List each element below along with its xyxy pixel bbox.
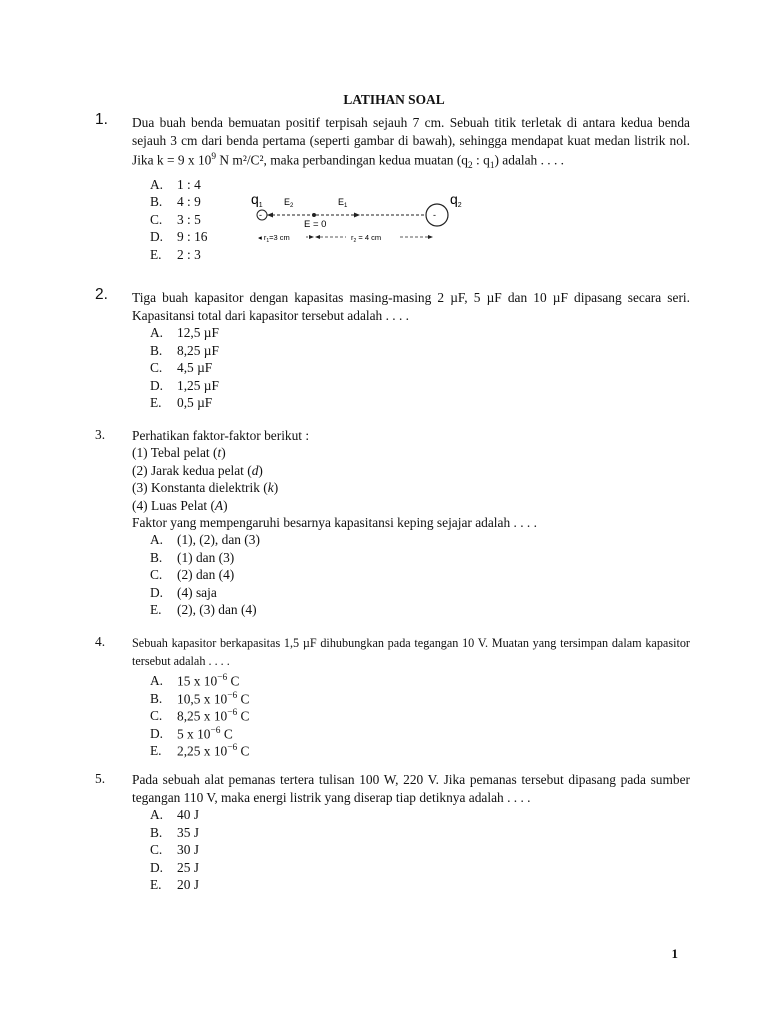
question-number: 3. (95, 427, 106, 442)
arrow-e1 (354, 213, 360, 218)
arrow-e2 (267, 213, 273, 218)
question-3 (95, 427, 695, 619)
r1-arrow (309, 235, 314, 239)
page-number: 1 (671, 946, 678, 961)
option[interactable]: B. (1) dan (3) (150, 549, 235, 565)
option[interactable]: E. 0,5 µF (150, 395, 213, 411)
factor-item: (1) Tebal pelat (t) (132, 445, 226, 461)
charge-q1-sign: - (259, 210, 262, 220)
question-number: 2. (95, 286, 108, 303)
q2-label: $q_2$ (450, 191, 462, 209)
option[interactable]: C. 3 : 5 (150, 211, 201, 227)
option-list (150, 531, 695, 619)
option[interactable]: B. 10,5 x $10^{-6}$ C (150, 690, 250, 706)
zero-field-label: E = 0 (304, 219, 327, 230)
charge-q2-sign: - (433, 210, 436, 220)
question-text: Dua buah benda bemuatan positif terpisah sejauh 7 cm. Sebuah titik terletak di antara kedua benda sejauh 3 cm dari benda pertama (seperti gambar di bawah), sehingga mendapat kuat medan listrik nol. Jika k = 9 x $10^9$ N m²/C², maka perbandingan kedua muatan ($q_2$ : $q_1$) adalah . . . . (132, 115, 690, 172)
option[interactable]: A. 1 : 4 (150, 176, 201, 192)
charge-q2-circle (426, 204, 448, 226)
r2-arrow-right (428, 235, 433, 239)
question-number: 1. (95, 111, 108, 128)
option[interactable]: B. 4 : 9 (150, 194, 201, 210)
factor-item: (4) Luas Pelat (A) (132, 497, 228, 513)
option[interactable]: D. (4) saja (150, 584, 217, 600)
option-list (150, 670, 695, 758)
question-5 (95, 771, 695, 894)
electric-field-diagram (250, 188, 480, 248)
option[interactable]: C. 30 J (150, 842, 199, 858)
question-text: Sebuah kapasitor berkapasitas 1,5 µF dihubungkan pada tegangan 10 V. Muatan yang tersimpan dalam kapasitor tersebut adalah . . . . (132, 636, 690, 668)
option[interactable]: A. 12,5 µF (150, 325, 219, 341)
factor-item: (2) Jarak kedua pelat (d) (132, 462, 263, 478)
option[interactable]: D. 5 x $10^{-6}$ C (150, 725, 233, 741)
question-2 (95, 286, 695, 412)
option[interactable]: D. 25 J (150, 859, 199, 875)
r2-arrow-left (315, 235, 320, 239)
page-title: LATIHAN SOAL (343, 92, 445, 107)
option[interactable]: E. 2 : 3 (150, 246, 201, 262)
option[interactable]: C. (2) dan (4) (150, 567, 235, 583)
r1-label: ◂ $r_1=3$ cm (258, 233, 290, 244)
option[interactable]: E. 20 J (150, 877, 199, 893)
option[interactable]: D. 9 : 16 (150, 229, 208, 245)
question-number: 5. (95, 771, 106, 786)
option[interactable]: B. 8,25 µF (150, 342, 219, 358)
question-text: Pada sebuah alat pemanas tertera tulisan 100 W, 220 V. Jika pemanas tersebut dipasang pada sumber tegangan 110 V, maka energi listrik yang diserap tiap detiknya adalah . . . . (132, 772, 690, 805)
question-intro: Perhatikan faktor-faktor berikut : (132, 428, 310, 443)
option[interactable]: A. (1), (2), dan (3) (150, 532, 260, 548)
option[interactable]: E. (2), (3) dan (4) (150, 602, 257, 618)
e2-label: $E_2$ (284, 197, 294, 209)
question-text: Faktor yang mempengaruhi besarnya kapasitansi keping sejajar adalah . . . . (132, 515, 537, 531)
question-4 (95, 634, 695, 758)
option[interactable]: E. 2,25 x $10^{-6}$ C (150, 743, 250, 759)
option-list (150, 324, 695, 412)
option[interactable]: D. 1,25 µF (150, 377, 219, 393)
q1-label: $q_1$ (251, 191, 263, 209)
r2-label: $r_2 = 4$ cm (351, 233, 382, 244)
factor-item: (3) Konstanta dielektrik (k) (132, 480, 279, 496)
option[interactable]: A. 15 x $10^{-6}$ C (150, 673, 240, 689)
option-list (150, 806, 695, 894)
question-number: 4. (95, 634, 106, 649)
option[interactable]: A. 40 J (150, 807, 199, 823)
zero-field-point (312, 213, 316, 217)
e1-label: $E_1$ (338, 197, 348, 209)
option[interactable]: C. 4,5 µF (150, 360, 213, 376)
option[interactable]: B. 35 J (150, 824, 199, 840)
question-text: Tiga buah kapasitor dengan kapasitas masing-masing 2 µF, 5 µF dan 10 µF dipasang secara seri. Kapasitansi total dari kapasitor tersebut adalah . . . . (132, 290, 690, 323)
option[interactable]: C. 8,25 x $10^{-6}$ C (150, 708, 250, 724)
